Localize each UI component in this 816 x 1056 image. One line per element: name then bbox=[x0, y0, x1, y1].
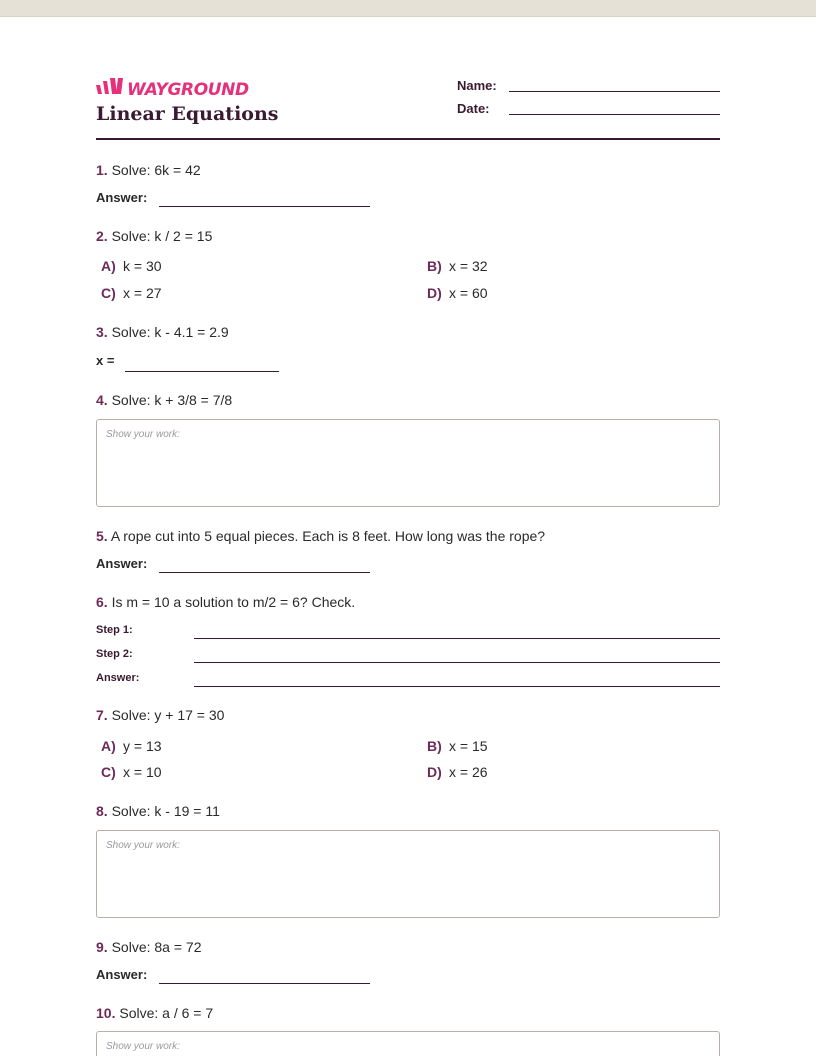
choice-letter: A) bbox=[101, 738, 116, 754]
choice-text: k = 30 bbox=[123, 258, 162, 274]
question-number: 1. bbox=[96, 162, 108, 178]
step-line-1[interactable] bbox=[194, 638, 720, 639]
question-text: Solve: 6k = 42 bbox=[111, 162, 201, 178]
choice-letter: C) bbox=[101, 764, 116, 780]
work-placeholder: Show your work: bbox=[106, 429, 180, 440]
brand-name: WAYGROUND bbox=[127, 79, 249, 100]
question-text: Solve: y + 17 = 30 bbox=[111, 707, 225, 723]
answer-line-1[interactable] bbox=[159, 206, 370, 207]
answer-line-9[interactable] bbox=[159, 983, 370, 984]
choice-text: x = 15 bbox=[449, 738, 488, 754]
choice-letter: D) bbox=[427, 764, 442, 780]
question-number: 5. bbox=[96, 528, 108, 544]
name-field[interactable] bbox=[509, 91, 720, 92]
answer-line-5[interactable] bbox=[159, 572, 370, 573]
viewer-top-bar bbox=[0, 0, 816, 17]
choice-2c[interactable] bbox=[101, 285, 162, 301]
brand-logo bbox=[96, 78, 249, 101]
answer-label: Answer: bbox=[96, 967, 148, 982]
choice-letter: B) bbox=[427, 258, 442, 274]
choice-7b[interactable] bbox=[427, 738, 488, 754]
date-field[interactable] bbox=[509, 114, 720, 115]
question-text: Solve: k + 3/8 = 7/8 bbox=[111, 392, 233, 408]
work-placeholder: Show your work: bbox=[106, 840, 180, 851]
question-1 bbox=[96, 162, 201, 178]
answer-label: Answer: bbox=[96, 190, 148, 205]
date-label: Date: bbox=[457, 101, 490, 116]
step-line-2[interactable] bbox=[194, 662, 720, 663]
question-number: 4. bbox=[96, 392, 108, 408]
question-text: Solve: 8a = 72 bbox=[111, 939, 202, 955]
question-2 bbox=[96, 228, 212, 244]
choice-7c[interactable] bbox=[101, 764, 162, 780]
question-number: 6. bbox=[96, 594, 108, 610]
step-label: Answer: bbox=[96, 672, 140, 684]
question-number: 9. bbox=[96, 939, 108, 955]
work-box-4[interactable] bbox=[96, 419, 720, 507]
question-5 bbox=[96, 528, 545, 544]
question-number: 2. bbox=[96, 228, 108, 244]
choice-7d[interactable] bbox=[427, 764, 488, 780]
choice-letter: A) bbox=[101, 258, 116, 274]
work-box-10[interactable] bbox=[96, 1031, 720, 1056]
question-text: Is m = 10 a solution to m/2 = 6? Check. bbox=[111, 594, 356, 610]
question-8 bbox=[96, 803, 220, 819]
question-number: 8. bbox=[96, 803, 108, 819]
choice-text: x = 60 bbox=[449, 285, 488, 301]
choice-7a[interactable] bbox=[101, 738, 162, 754]
question-9 bbox=[96, 939, 201, 955]
step-label: Step 2: bbox=[96, 648, 133, 660]
question-text: A rope cut into 5 equal pieces. Each is 8 feet. How long was the rope? bbox=[110, 528, 546, 544]
work-placeholder: Show your work: bbox=[106, 1041, 180, 1052]
question-3 bbox=[96, 324, 229, 340]
name-label: Name: bbox=[457, 78, 497, 93]
choice-2d[interactable] bbox=[427, 285, 488, 301]
question-number: 10. bbox=[96, 1005, 116, 1021]
question-text: Solve: k - 4.1 = 2.9 bbox=[111, 324, 229, 340]
choice-letter: B) bbox=[427, 738, 442, 754]
choice-text: x = 26 bbox=[449, 764, 488, 780]
work-box-8[interactable] bbox=[96, 830, 720, 918]
question-7 bbox=[96, 707, 224, 723]
wayground-logo-icon bbox=[96, 78, 123, 101]
question-4 bbox=[96, 392, 232, 408]
page-title: Linear Equations bbox=[96, 103, 279, 125]
choice-text: x = 32 bbox=[449, 258, 488, 274]
choice-letter: C) bbox=[101, 285, 116, 301]
choice-text: y = 13 bbox=[123, 738, 162, 754]
choice-text: x = 27 bbox=[123, 285, 162, 301]
question-10 bbox=[96, 1005, 213, 1021]
choice-text: x = 10 bbox=[123, 764, 162, 780]
answer-label: Answer: bbox=[96, 556, 148, 571]
question-text: Solve: k / 2 = 15 bbox=[111, 228, 213, 244]
step-label: Step 1: bbox=[96, 624, 133, 636]
choice-2a[interactable] bbox=[101, 258, 162, 274]
choice-2b[interactable] bbox=[427, 258, 488, 274]
question-6 bbox=[96, 594, 355, 610]
header-divider bbox=[96, 138, 720, 140]
question-number: 7. bbox=[96, 707, 108, 723]
answer-line-3[interactable] bbox=[125, 371, 279, 372]
step-line-answer[interactable] bbox=[194, 686, 720, 687]
choice-letter: D) bbox=[427, 285, 442, 301]
question-text: Solve: k - 19 = 11 bbox=[111, 803, 220, 819]
question-number: 3. bbox=[96, 324, 108, 340]
question-text: Solve: a / 6 = 7 bbox=[119, 1005, 214, 1021]
answer-label: x = bbox=[96, 353, 115, 368]
